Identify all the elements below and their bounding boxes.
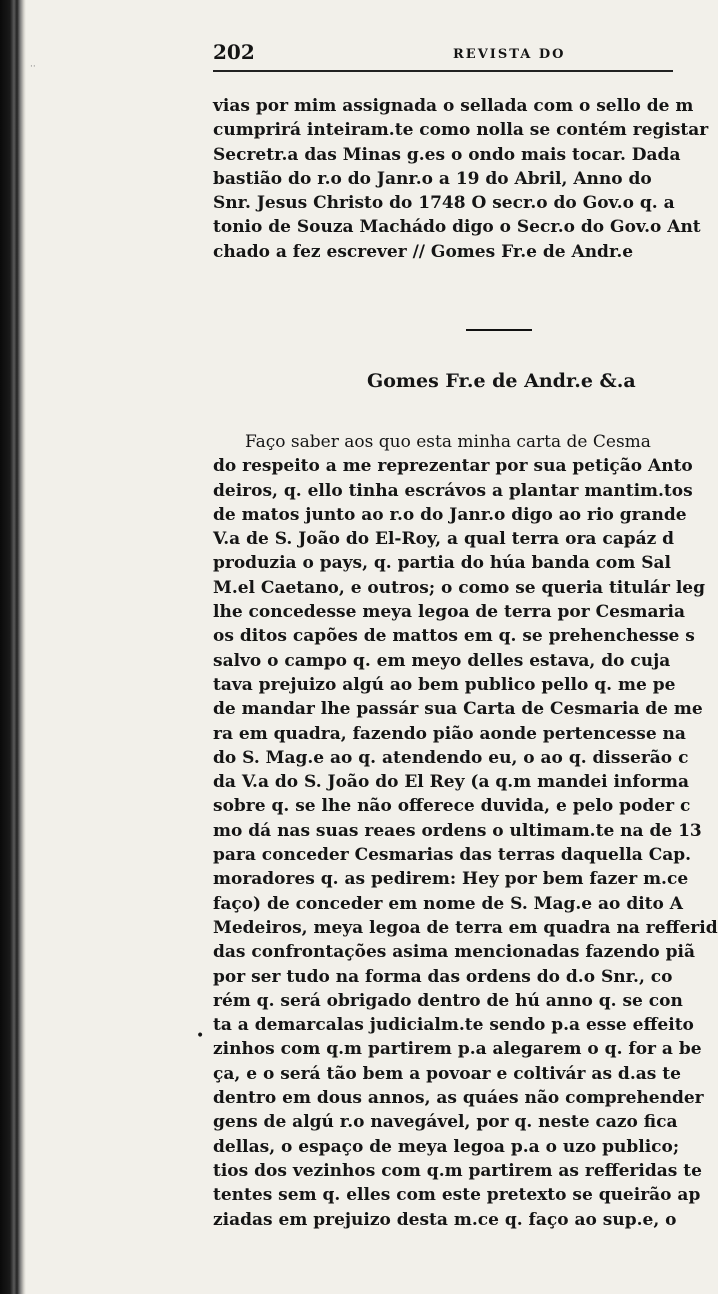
text-line: bastião do r.o do Janr.o a 19 do Abril, Anno do	[213, 168, 652, 189]
text-line: faço) de conceder em nome de S. Mag.e ao dito A	[213, 893, 683, 914]
text-line: Secretr.a das Minas g.es o ondo mais tocar. Dada	[213, 144, 681, 165]
text-line: tentes sem q. elles com este pretexto se queirão ap	[213, 1185, 701, 1206]
text-line: dentro em dous annos, as quáes não comprehender	[213, 1088, 704, 1109]
text-line: tava prejuizo algú ao bem publico pello q. me pe	[213, 674, 676, 695]
margin-mark: •	[196, 1028, 205, 1044]
text-line: ziadas em prejuizo desta m.ce q. faço ao sup.e, o	[213, 1209, 677, 1230]
text-line: Faço saber aos quo esta minha carta de Cesma	[245, 432, 651, 452]
text-line: sobre q. se lhe não offerece duvida, e pelo poder c	[213, 796, 691, 817]
text-line: do S. Mag.e ao q. atendendo eu, o ao q. disserão c	[213, 747, 689, 768]
text-line: chado a fez escrever // Gomes Fr.e de Andr.e	[213, 241, 634, 262]
text-line: vias por mim assignada o sellada com o sello de m	[213, 96, 694, 116]
text-line: Snr. Jesus Christo do 1748 O secr.o do Gov.o q. a	[213, 193, 675, 214]
page-number: 202	[213, 40, 255, 64]
text-line: dellas, o espaço de meya legoa p.a o uzo publico;	[213, 1136, 680, 1157]
text-line: mo dá nas suas reaes ordens o ultimam.te na de 13	[213, 820, 702, 841]
body-paragraph	[213, 430, 718, 1232]
text-line: os ditos capões de mattos em q. se prehenchesse s	[213, 626, 695, 647]
text-line: de mandar lhe passár sua Carta de Cesmaria de me	[213, 699, 703, 720]
page-body	[213, 0, 718, 1294]
text-line: para conceder Cesmarias das terras daquella Cap.	[213, 845, 692, 866]
book-spine-edge	[0, 0, 26, 1294]
text-line: Medeiros, meya legoa de terra em quadra na refferid	[213, 917, 718, 938]
text-line: produzia o pays, q. partia do húa banda com Sal	[213, 553, 671, 574]
text-line: por ser tudo na forma das ordens do d.o Snr., co	[213, 966, 673, 987]
text-line: de matos junto ao r.o do Janr.o digo ao rio grande	[213, 504, 687, 525]
text-line: gens de algú r.o navegável, por q. neste cazo fica	[213, 1112, 678, 1133]
text-line: salvo o campo q. em meyo delles estava, do cuja	[213, 650, 671, 671]
text-line: ta a demarcalas judicialm.te sendo p.a esse effeito	[213, 1015, 694, 1036]
text-line: zinhos com q.m partirem p.a alegarem o q. for a be	[213, 1039, 702, 1060]
text-line: V.a de S. João do El-Roy, a qual terra ora capáz d	[213, 529, 675, 550]
text-line: da V.a do S. João do El Rey (a q.m mandei informa	[213, 772, 689, 793]
text-line: das confrontações asima mencionadas fazendo piã	[213, 942, 695, 963]
text-line: deiros, q. ello tinha escrávos a plantar mantim.tos	[213, 480, 693, 501]
text-line: lhe concedesse meya legoa de terra por Cesmaria	[213, 602, 685, 623]
text-line: do respeito a me reprezentar por sua petição Anto	[213, 456, 693, 477]
text-line: ra em quadra, fazendo pião aonde pertencesse na	[213, 723, 686, 744]
text-line: moradores q. as pedirem: Hey por bem fazer m.ce	[213, 869, 689, 890]
page-smudge: ··	[30, 62, 36, 72]
text-line: ça, e o será tão bem a povoar e coltivár as d.as te	[213, 1063, 681, 1084]
text-line: rém q. será obrigado dentro de hú anno q. se con	[213, 990, 683, 1011]
text-line: tios dos vezinhos com q.m partirem as refferidas te	[213, 1160, 702, 1181]
section-heading: Gomes Fr.e de Andr.e &.a	[367, 370, 636, 392]
running-head: REVISTA DO	[453, 47, 566, 62]
text-line: cumprirá inteiram.te como nolla se contém registar	[213, 120, 709, 141]
text-line: tonio de Souza Machádo digo o Secr.o do Gov.o Ant	[213, 217, 701, 238]
text-line: M.el Caetano, e outros; o como se queria titulár leg	[213, 577, 705, 598]
